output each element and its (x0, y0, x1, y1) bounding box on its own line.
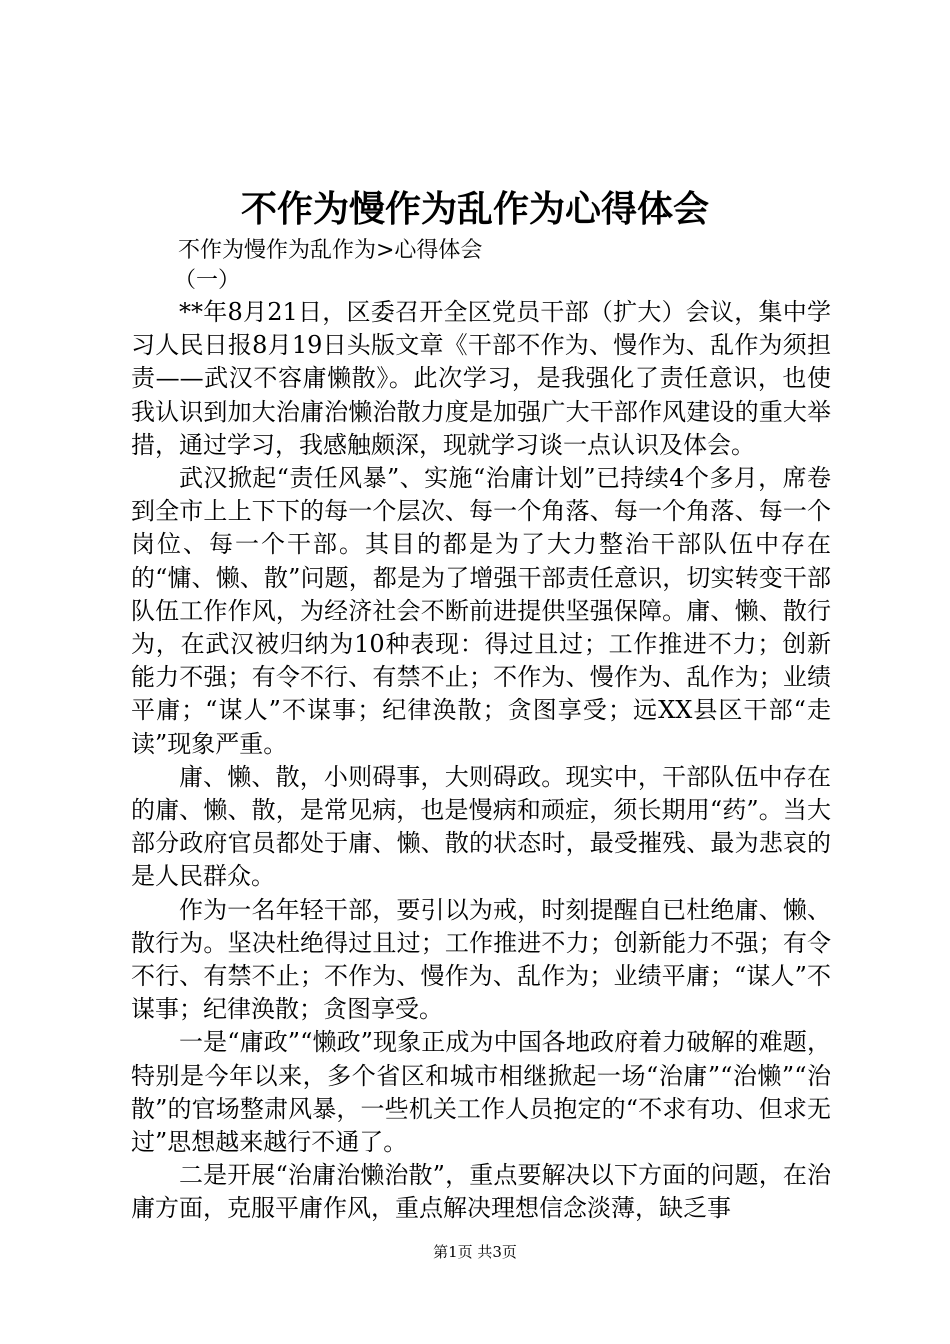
page-indicator: 第1页 共3页 (433, 1243, 517, 1261)
paragraph: 二是开展“治庸治懒治散”，重点要解决以下方面的问题，在治庸方面，克服平庸作风，重点解决理想信念淡薄，缺乏事 (131, 1161, 831, 1223)
document-body (131, 296, 831, 1226)
document-title: 不作为慢作为乱作为心得体会 (240, 188, 709, 230)
paragraph: 武汉掀起“责任风暴”、实施“治庸计划”已持续4个多月，席卷到全市上上下下的每一个层次、每一个角落、每一个角落、每一个岗位、每一个干部。其目的都是为了大力整治干部队伍中存在的“慵、懒、散”问题，都是为了增强干部责任意识，切实转变干部队伍工作作风，为经济社会不断前进提供坚强保障。庸、懒、散行为，在武汉被归纳为10种表现：得过且过；工作推进不力；创新能力不强；有令不行、有禁不止；不作为、慢作为、乱作为；业绩平庸；“谋人”不谋事；纪律涣散；贪图享受；远XX县区干部“走读”现象严重。 (131, 464, 831, 758)
document-subtitle: 不作为慢作为乱作为>心得体会 (178, 238, 483, 263)
paragraph: 庸、懒、散，小则碍事，大则碍政。现实中，干部队伍中存在的庸、懒、散，是常见病，也是慢病和顽症，须长期用“药”。当大部分政府官员都处于庸、懒、散的状态时，最受摧残、最为悲哀的是人民群众。 (131, 762, 831, 891)
paragraph: 作为一名年轻干部，要引以为戒，时刻提醒自已杜绝庸、懒、散行为。坚决杜绝得过且过；工作推进不力；创新能力不强；有令不行、有禁不止；不作为、慢作为、乱作为；业绩平庸；“谋人”不谋事；纪律涣散；贪图享受。 (131, 895, 831, 1024)
paragraph: **年8月21日，区委召开全区党员干部（扩大）会议，集中学习人民日报8月19日头版文章《干部不作为、慢作为、乱作为须担责——武汉不容庸懒散》。此次学习，是我强化了责任意识，也使我认识到加大治庸治懒治散力度是加强广大干部作风建设的重大举措，通过学习，我感触颇深，现就学习谈一点认识及体会。 (131, 298, 831, 459)
paragraph: 一是“庸政”“懒政”现象正成为中国各地政府着力破解的难题，特别是今年以来，多个省区和城市相继掀起一场“治庸”“治懒”“治散”的官场整肃风暴，一些机关工作人员抱定的“不求有功、但求无过”思想越来越行不通了。 (131, 1028, 831, 1157)
section-marker: （一） (174, 268, 241, 293)
